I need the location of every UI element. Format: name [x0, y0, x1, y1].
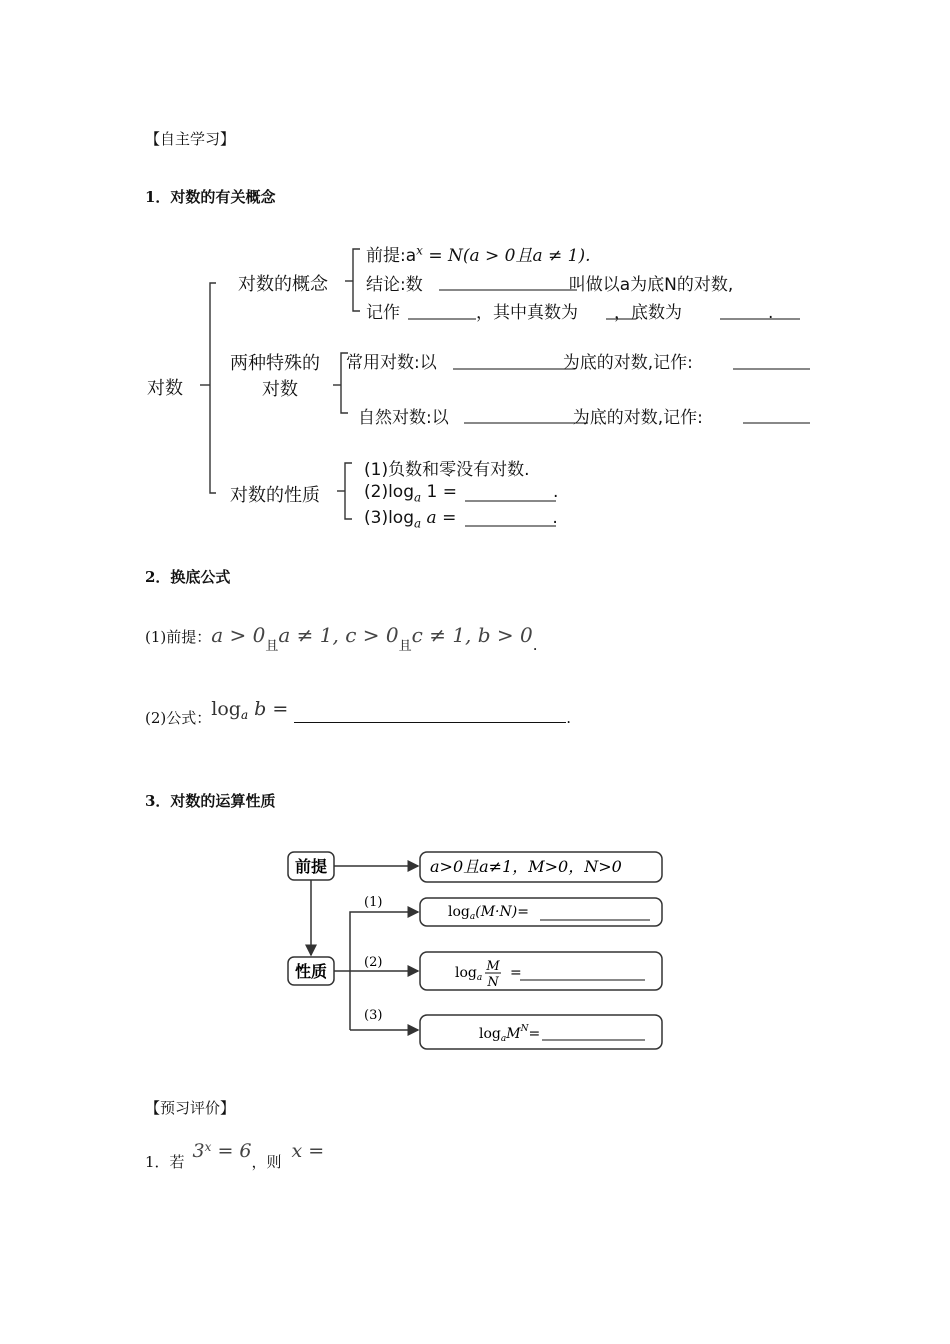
change-base-premise: (1)前提：a > 0且a ≠ 1, c > 0且c ≠ 1, b > 0.	[145, 623, 538, 654]
concept-bracket	[353, 249, 360, 311]
formula-3: $\log_aM^N=$	[479, 1024, 541, 1044]
common-log-line: 常用对数:以 为底的对数,记作:	[346, 353, 693, 373]
concept-label: 对数的概念	[238, 274, 328, 295]
special-label-2: 对数	[262, 379, 298, 400]
item1-title: 1．对数的有关概念	[145, 188, 276, 206]
formula-box-3	[420, 1015, 662, 1049]
question-1: 1．若 $3^x = 6$，则 x =	[145, 1140, 325, 1171]
condition-text: a>0且a≠1，M>0，N>0	[430, 857, 622, 876]
property-2: $(2)\log_a$ 1 = .	[364, 482, 559, 505]
change-base-formula: (2)公式：$\log_a b$ = .	[145, 698, 572, 727]
formula-2-log: $\log_a$	[455, 965, 483, 983]
formula-1: $\log_a(M\cdot N)=$	[448, 904, 529, 922]
property-bracket	[345, 463, 352, 519]
step-2-label: (2)	[364, 955, 383, 970]
section-preview: 【预习评价】	[145, 1099, 236, 1117]
property-box-label: 性质	[294, 962, 328, 981]
formula-2-eq: =	[510, 965, 522, 981]
property-label: 对数的性质	[230, 485, 320, 506]
property-1: (1)负数和零没有对数.	[364, 460, 530, 480]
item3-title: 3．对数的运算性质	[145, 792, 276, 810]
step-3-label: (3)	[364, 1008, 383, 1023]
formula-2-denominator: N	[487, 975, 499, 990]
main-bracket	[210, 283, 216, 493]
section-self-study: 【自主学习】	[145, 130, 236, 148]
conclusion-line: 结论:数 叫做以a为底N的对数,	[366, 275, 734, 295]
written-line: 记作 ，其中真数为 ，底数为 .	[366, 303, 774, 323]
special-label-1: 两种特殊的	[230, 353, 320, 374]
operation-flowchart	[0, 840, 950, 1055]
formula-2-numerator: M	[486, 959, 500, 974]
item2-title: 2．换底公式	[145, 568, 231, 586]
premise-box-label: 前提	[294, 857, 328, 876]
property-3: $(3)\log_a$ a = .	[364, 508, 558, 531]
premise-line: 前提$:a^x = N(a > 0$且a ≠ 1).	[366, 243, 591, 266]
natural-log-line: 自然对数:以 为底的对数,记作:	[358, 408, 703, 428]
step-1-label: (1)	[364, 895, 383, 910]
tree-root: 对数	[147, 378, 183, 399]
